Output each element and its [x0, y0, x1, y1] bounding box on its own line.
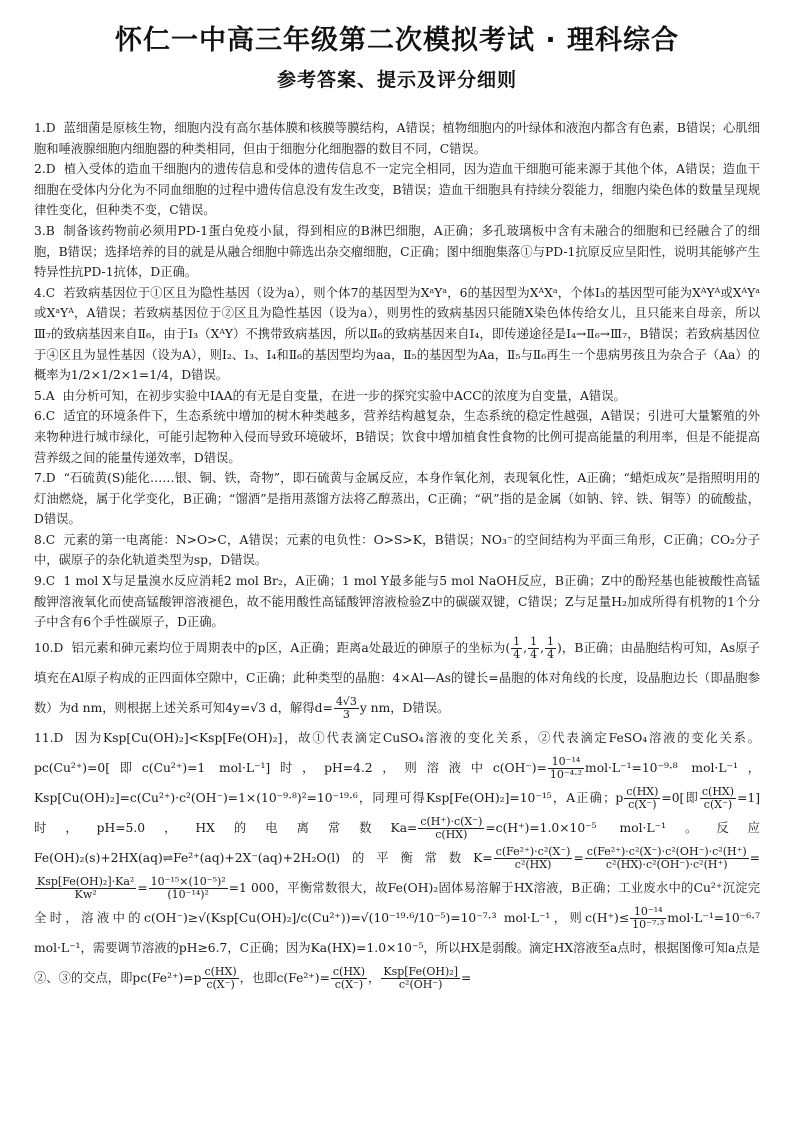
fraction: $\frac{\text{c(Fe²⁺)·c²(X⁻)}}{\text{c²(HX)}}$ — [495, 844, 571, 871]
fraction: $\frac{1}{4}$ — [547, 634, 555, 661]
fraction: $\frac{\text{c(Fe²⁺)·c²(X⁻)·c²(OH⁻)·c²(H⁺)}}{\text{c²(HX)·c²(OH⁻)·c²(H⁺)}}$ — [586, 844, 747, 871]
fraction: $\frac{\text{Ksp[Fe(OH)₂]}}{\text{c²(OH⁻)}}$ — [383, 964, 458, 991]
fraction: $\frac{c(HX)}{c(X^-)}$ — [701, 784, 735, 811]
answer-list — [34, 118, 760, 993]
fraction: $\frac{1}{4}$ — [513, 634, 521, 661]
answer-item: 1.D 蓝细菌是原核生物，细胞内没有高尔基体膜和核膜等膜结构，A错误；植物细胞内的叶绿体和液泡内都含有色素，B错误；心肌细胞和唾液腺细胞内细胞器的种类相同，但由于细胞分化细胞器的数目不同，C错误。 — [34, 121, 760, 156]
answer-item: 7.D “石硫黄(S)能化……银、铜、铁，奇物”，即石硫黄与金属反应，本身作氧化剂，表现氧化性，A正确；“蜡炬成灰”是指照明用的灯油燃烧，属于化学变化，B正确；“馏酒”是指用蒸馏方法将乙醇蒸出，C正确；“矾”指的是金属（如钠、锌、铁、铜等）的硫酸盐，D错误。 — [34, 471, 760, 527]
fraction: $\frac{4√3}{3}$ — [335, 694, 357, 721]
answer-item: 4.C 若致病基因位于①区且为隐性基因（设为a），则个体7的基因型为XᵃYᵃ，6的基因型为XᴬXᵃ，个体Ⅰ₃的基因型可能为XᴬYᴬ或XᴬYᵃ或XᵃYᴬ，A错误；若致病基因位于②区且为隐性基因（设为a），则男性的致病基因只能随X染色体传给女儿，且只能来自母亲，所以Ⅲ₇的致病基因来自Ⅱ₆，由于Ⅰ₃（XᴬY）不携带致病基因，所以Ⅱ₆的致病基因来自Ⅰ₄，即传递途径是Ⅰ₄→Ⅱ₆→Ⅲ₇，B错误；若致病基因位于④区且为显性基因（设为A），则Ⅰ₂、Ⅰ₃、Ⅰ₄和Ⅱ₆的基因型均为aa，Ⅱ₅的基因型为Aa，Ⅱ₅与Ⅱ₆再生一个患病男孩且为杂合子（Aa）的概率为1/2×1/2×1=1/4，D错误。 — [34, 285, 760, 383]
answer-item: 2.D 植入受体的造血干细胞内的遗传信息和受体的遗传信息不一定完全相同，因为造血干细胞可能来源于其他个体，A错误；造血干细胞在受体内分化为不同血细胞的过程中遗传信息没有发生改变，B错误；造血干细胞具有持续分裂能力，细胞内染色体的数量呈现规律性变化，但种类不变，C错误。 — [34, 162, 760, 218]
fraction: $\frac{c(HX)}{c(X^-)}$ — [626, 784, 659, 811]
fraction: $\frac{1}{4}$ — [530, 634, 538, 661]
fraction: $\frac{\text{Ksp[Fe(OH)₂]·Ka²}}{\text{Kw²}}$ — [37, 874, 135, 901]
fraction: $\frac{\text{10⁻¹⁴}}{\text{10⁻⁴·²}}$ — [549, 754, 583, 781]
fraction: $\frac{\text{10⁻¹⁵×(10⁻⁵)²}}{\text{(10⁻¹⁴)²}}$ — [150, 874, 226, 901]
page-title: 怀仁一中高三年级第二次模拟考试 · 理科综合 — [114, 25, 680, 56]
answer-item: 3.B 制备该药物前必须用PD-1蛋白免疫小鼠，得到相应的B淋巴细胞，A正确；多孔玻璃板中含有未融合的细胞和已经融合了的细胞，B错误；选择培养的目的就是从融合细胞中筛选出杂交瘤细胞，C正确；图中细胞集落①与PD-1抗原反应呈阳性，说明其能够产生特异性抗PD-1抗体，D正确。 — [34, 223, 760, 280]
answer-item: 9.C 1 mol X与足量溴水反应消耗2 mol Br₂，A正确；1 mol Y最多能与5 mol NaOH反应，B正确；Z中的酚羟基也能被酸性高锰酸钾溶液氧化而使高锰酸钾溶液褪色，故不能用酸性高锰酸钾溶液检验Z中的碳碳双键，C错误；Z与足量H₂加成所得有机物的1个分子中含有6个手性碳原子，D正确。 — [34, 574, 760, 630]
fraction: $\frac{c(H^+)\cdot c(X^-)}{c(HX)}$ — [420, 814, 483, 841]
answer-item-10: 10.D 铝元素和砷元素均位于周期表中的p区，A正确；距离a处最近的砷原子的坐标为( $\frac{1}{4}$ , $\frac{1}{4}$ , $\frac{1}{4}$ )，B正确；由晶胞结构可知，As原子填充在Al原子构成的正四面体空隙中，C正确；此种类型的晶胞：4×Al—As的键长=晶胞的体对角线的长度，设晶胞边长（即晶胞参数）为d nm，则根据上述关系可知4y=√3 d，解得d= $\frac{4√3}{3}$ y nm，D错误。 — [34, 634, 760, 721]
answer-item: 6.C 适宜的环境条件下，生态系统中增加的树木种类越多，营养结构越复杂，生态系统的稳定性越强，A错误；引进可大量繁殖的外来物种进行城市绿化，可能引起物种入侵而导致环境破坏，B错误；饮食中增加植食性食物的比例可提高能量的利用率，但是不能提高营养级之间的能量传递效率，D错误。 — [34, 409, 760, 465]
answer-item: 5.A 由分析可知，在初步实验中IAA的有无是自变量，在进一步的探究实验中ACC的浓度为自变量，A错误。 — [34, 388, 626, 403]
answer-item-11: 11.D 因为Ksp[Cu(OH)₂]<Ksp[Fe(OH)₂]，故①代表滴定CuSO₄溶液的变化关系，②代表滴定FeSO₄溶液的变化关系。pc(Cu²⁺)=0[即c(Cu²⁺)=1 mol·L⁻¹]时，pH=4.2，则溶液中c(OH⁻)= $\frac{\text{10⁻¹⁴}}{\text{10⁻⁴·²}}$ mol·L⁻¹=10⁻⁹·⁸ mol·L⁻¹，Ksp[Cu(OH)₂]=c(Cu²⁺)·c²(OH⁻)=1×(10⁻⁹·⁸)²=10⁻¹⁹·⁶，同理可得Ksp[Fe(OH)₂]=10⁻¹⁵，A正确；p $\frac{c(HX)}{c(X^-)}$ =0[即 $\frac{c(HX)}{c(X^-)}$ =1]时，pH=5.0，HX的电离常数Ka= $\frac{c(H^+)\cdot c(X^-)}{c(HX)}$ =c(H⁺)=1.0×10⁻⁵ mol·L⁻¹。反应Fe(OH)₂(s)+2HX(aq)⇌Fe²⁺(aq)+2X⁻(aq)+2H₂O(l)的平衡常数K= $\frac{\text{c(Fe²⁺)·c²(X⁻)}}{\text{c²(HX)}}$ = $\frac{\text{c(Fe²⁺)·c²(X⁻)·c²(OH⁻)·c²(H⁺)}}{\text{c²(HX)·c²(OH⁻)·c²(H⁺)}}$ = $\frac{\text{Ksp[Fe(OH)₂]·Ka²}}{\text{Kw²}}$ = $\frac{\text{10⁻¹⁵×(10⁻⁵)²}}{\text{(10⁻¹⁴)²}}$ =1 000，平衡常数很大，故Fe(OH)₂固体易溶解于HX溶液，B正确；工业废水中的Cu²⁺沉淀完全时，溶液中的c(OH⁻)≥√(Ksp[Cu(OH)₂]/c(Cu²⁺))=√(10⁻¹⁹·⁶/10⁻⁵)=10⁻⁷·³ mol·L⁻¹，则c(H⁺)≤ $\frac{\text{10⁻¹⁴}}{\text{10⁻⁷·³}}$ mol·L⁻¹=10⁻⁶·⁷ mol·L⁻¹，需要调节溶液的pH≥6.7，C正确；因为Ka(HX)=1.0×10⁻⁵，所以HX是弱酸。滴定HX溶液至a点时，根据图像可知a点是②、③的交点，即pc(Fe²⁺)=p $\frac{c(HX)}{c(X^-)}$ ，也即c(Fe²⁺)= $\frac{c(HX)}{c(X^-)}$ ， $\frac{\text{Ksp[Fe(OH)₂]}}{\text{c²(OH⁻)}}$ = — [34, 730, 760, 991]
fraction: $\frac{c(HX)}{c(X^-)}$ — [204, 964, 237, 991]
fraction: $\frac{\text{10⁻¹⁴}}{\text{10⁻⁷·³}}$ — [632, 904, 665, 931]
answer-item: 8.C 元素的第一电离能：N>O>C，A错误；元素的电负性：O>S>K，B错误；NO₃⁻的空间结构为平面三角形，C正确；CO₂分子中，碳原子的杂化轨道类型为sp，D错误。 — [34, 532, 760, 568]
page-subtitle: 参考答案、提示及评分细则 — [276, 69, 517, 91]
fraction: $\frac{c(HX)}{c(X^-)}$ — [332, 964, 366, 991]
